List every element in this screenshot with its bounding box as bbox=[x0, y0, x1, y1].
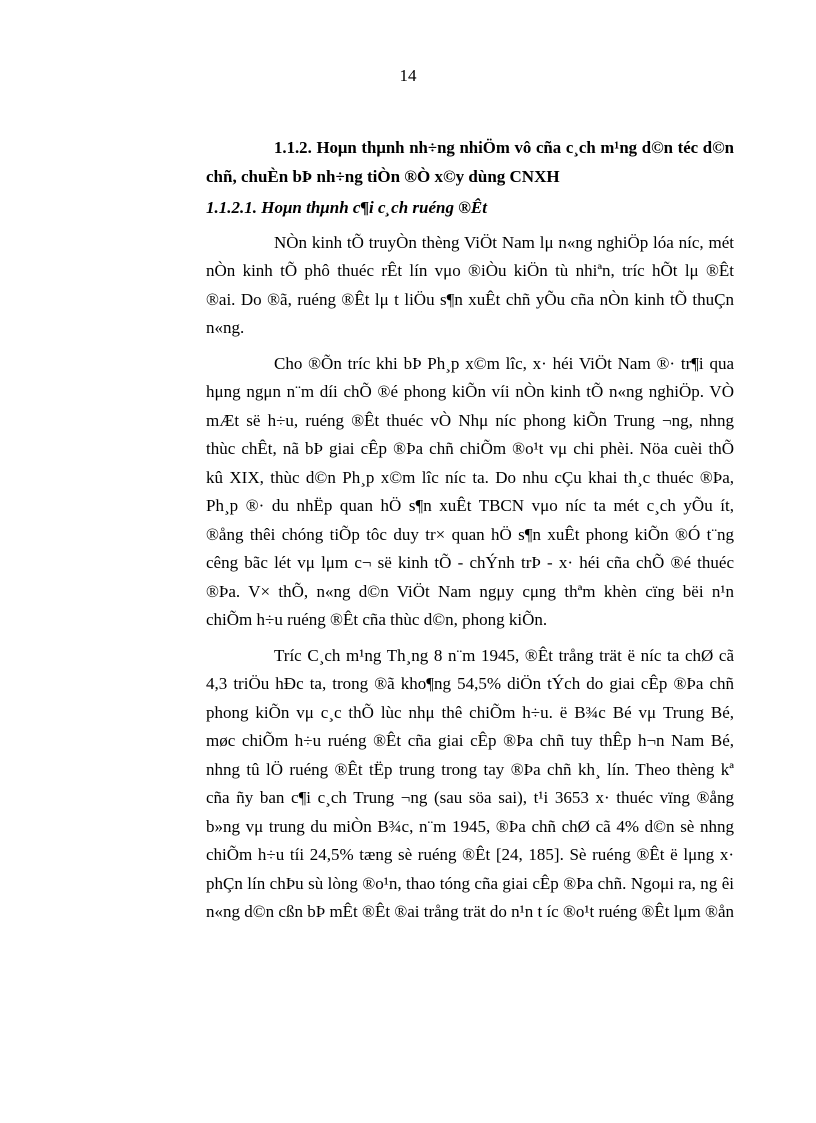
paragraph-line: Cho ®Õn tríc khi bÞ Ph¸p x©m lîc, x· héi ViÖt Nam ®· tr¶i qua bbox=[274, 353, 734, 373]
heading-line: 1.1.2. Hoμn thμnh nh÷ng nhiÖm vô cña c¸ch m¹ng d©n téc d©n bbox=[274, 138, 734, 157]
paragraph-line: chiÕm h÷u ruéng ®Êt cña thùc d©n, phong kiÕn. bbox=[206, 610, 548, 629]
paragraph-line: Ph¸p ®· du nhËp quan hÖ s¶n xuÊt TBCN vμo níc ta mét c¸ch yÕu ít, bbox=[206, 496, 734, 515]
paragraph-line: phÇn lín chÞu sù lòng ®o¹n, thao tóng cña giai cÊp ®Þa chñ. Ngoμi ra, ng êi bbox=[206, 873, 734, 893]
paragraph-line: cña ñy ban c¶i c¸ch Trung ¬ng (sau söa sai), t¹i 3653 x· thuéc vïng ®ång bbox=[206, 788, 734, 807]
paragraph-line: phong kiÕn vμ c¸c thÕ lùc nhμ thê chiÕm h÷u. ë B¾c Bé vμ Trung Bé, bbox=[206, 702, 734, 722]
paragraph-line: kû XIX, thùc d©n Ph¸p x©m lîc níc ta. Do nhu cÇu khai th¸c thuéc ®Þa, bbox=[206, 467, 734, 487]
paragraph-line: ®ång thêi chóng tiÕp tôc duy tr× quan hÖ s¶n xuÊt phong kiÕn ®Ó t¨ng bbox=[206, 524, 734, 544]
paragraph-line: ®ai. Do ®ã, ruéng ®Êt lμ t liÖu s¶n xuÊt chñ yÕu cña nÒn kinh tÕ thuÇn bbox=[206, 289, 734, 309]
paragraph-line: Tríc C¸ch m¹ng Th¸ng 8 n¨m 1945, ®Êt trång trät ë níc ta chØ cã bbox=[274, 645, 734, 665]
paragraph-line: 4,3 triÖu hÐc ta, trong ®ã kho¶ng 54,5% diÖn tÝch do giai cÊp ®Þa chñ bbox=[206, 674, 734, 693]
paragraph-line: nhng tû lÖ ruéng ®Êt tËp trung trong tay ®Þa chñ kh¸ lín. Theo thèng kª bbox=[206, 759, 734, 779]
paragraph-line: hμng ngμn n¨m díi chÕ ®é phong kiÕn víi nÒn kinh tÕ n«ng nghiÖp. VÒ bbox=[206, 382, 734, 401]
paragraph bbox=[138, 350, 734, 635]
paragraph-line: thùc chÊt, nã bÞ giai cÊp ®Þa chñ chiÕm ®o¹t vμ chi phèi. Nöa cuèi thÕ bbox=[206, 439, 734, 458]
paragraph-line: nÒn kinh tÕ phô thuéc rÊt lín vμo ®iÒu kiÖn tù nhiªn, tríc hÕt lμ ®Êt bbox=[206, 261, 734, 280]
paragraph-line: ®Þa. V× thÕ, n«ng d©n ViÖt Nam ngμy cμng thªm khèn cïng bëi n¹n bbox=[206, 581, 734, 601]
paragraph-line: b»ng vμ trung du miÒn B¾c, n¨m 1945, ®Þa chñ chØ cã 4% d©n sè nhng bbox=[206, 816, 734, 836]
paragraph-line: mÆt së h÷u, ruéng ®Êt thuéc vÒ Nhμ níc phong kiÕn Trung ¬ng, nhng bbox=[206, 410, 734, 430]
paragraph bbox=[138, 642, 734, 927]
paragraph-line: møc chiÕm h÷u ruéng ®Êt cña giai cÊp ®Þa chñ tuy thÊp h¬n Nam Bé, bbox=[206, 731, 734, 750]
paragraph-line: NÒn kinh tÕ truyÒn thèng ViÖt Nam lμ n«ng nghiÖp lóa níc, mét bbox=[274, 232, 734, 252]
paragraph-line: cêng bãc lét vμ lμm c¬ së kinh tÕ - chÝnh trÞ - x· héi cña chÕ ®é thuéc bbox=[206, 553, 734, 572]
paragraph-line: chiÕm h÷u tíi 24,5% tæng sè ruéng ®Êt [24, 185]. Sè ruéng ®Êt ë lμng x· bbox=[206, 845, 734, 864]
section-heading bbox=[138, 134, 734, 191]
paragraph-line: n«ng d©n cßn bÞ mÊt ®Êt ®ai trång trät do n¹n t íc ®o¹t ruéng ®Êt lμm ®ån bbox=[206, 902, 734, 921]
page-number: 14 bbox=[399, 66, 417, 85]
paragraph-line: n«ng. bbox=[206, 318, 245, 337]
heading-line: chñ, chuÈn bÞ nh÷ng tiÒn ®Ò x©y dùng CNXH bbox=[206, 166, 560, 186]
page-content bbox=[138, 134, 734, 934]
subsection-heading: 1.1.2.1. Hoμn thμnh c¶i c¸ch ruéng ®Êt bbox=[206, 198, 487, 217]
paragraph bbox=[138, 229, 734, 343]
